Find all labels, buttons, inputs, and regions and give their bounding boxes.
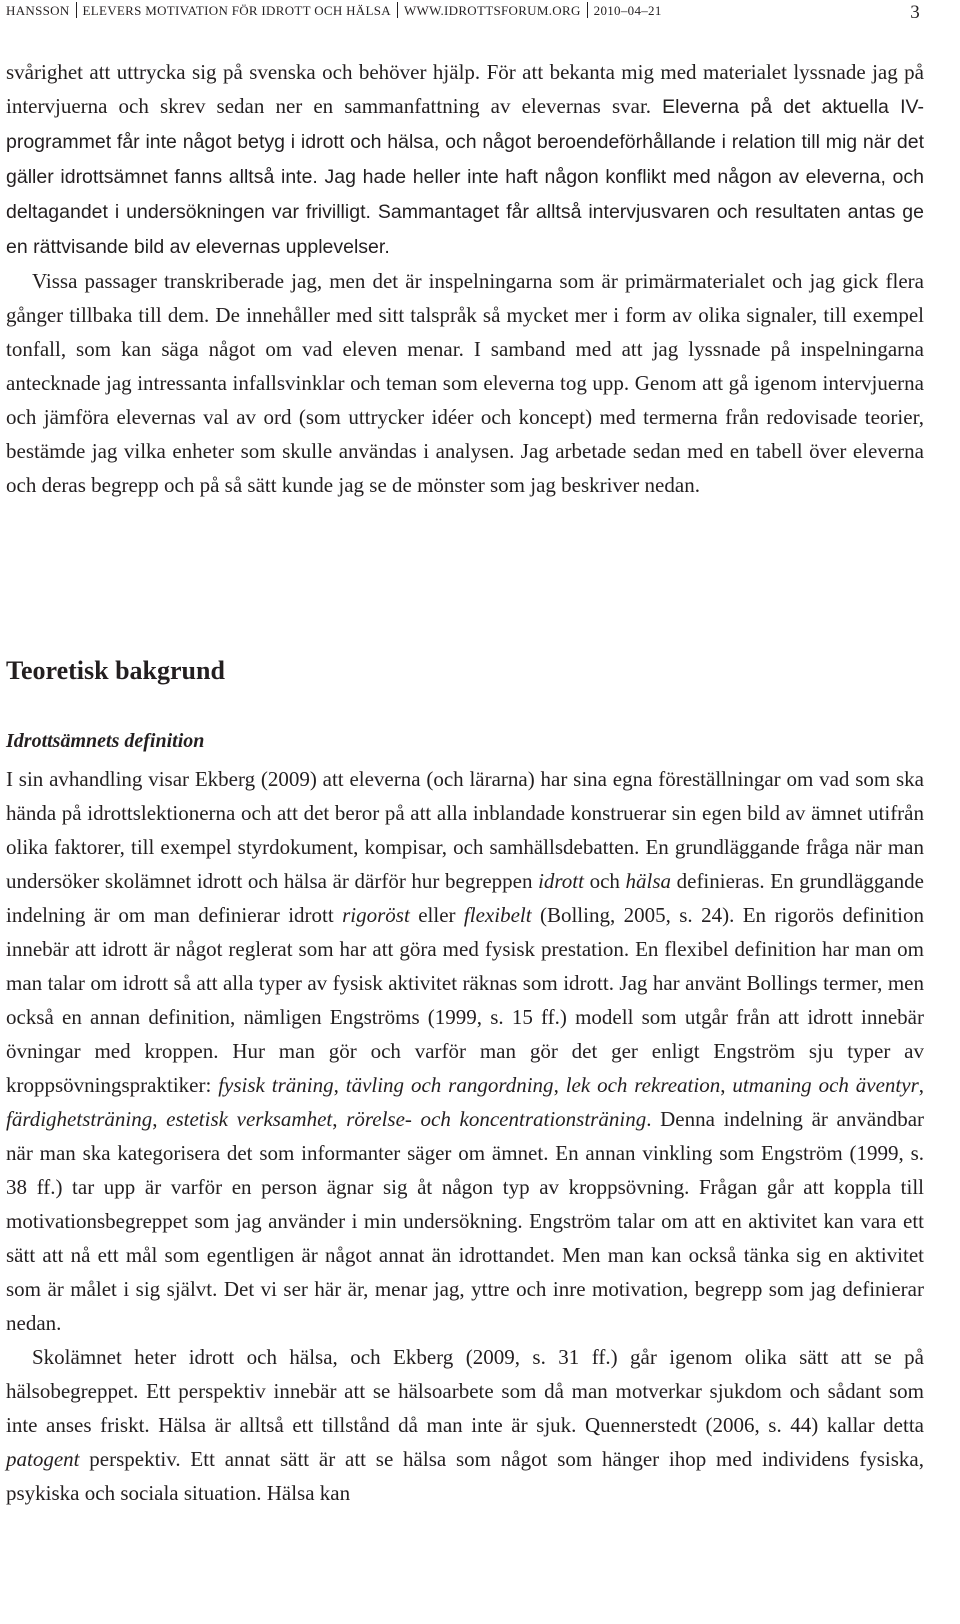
text-span: definieras. En grundläggande indelning är om man definierar idrott: [6, 869, 924, 927]
method-text: [6, 55, 924, 502]
italic-term: patogent: [6, 1447, 80, 1471]
text-span: ,: [332, 1107, 347, 1131]
paragraph: Vissa passager transkriberade jag, men det är inspelningarna som är primärmaterialet och jag gick flera gånger tillbaka till dem. De innehåller med sitt talspråk så mycket mer i form av olika signaler, till exempel tonfall, som kan säga något om vad eleven menar. I samband med att jag lyssnade på inspelningarna antecknade jag intressanta infallsvinklar och teman som eleverna tog upp. Genom att gå igenom intervjuerna och jämföra elevernas val av ord (som uttrycker idéer och koncept) med termerna från redovisade teorier, bestämde jag vilka enheter som skulle användas i analysen. Jag arbetade sedan med en tabell över eleverna och deras begrepp och på så sätt kunde jag se de mönster som jag beskriver nedan.: [6, 269, 924, 497]
text-span: . Denna indelning är användbar när man ska kategorisera det som informanter säger om ämnet. En annan vinkling som Engström (1999, s. 38 ff.) tar upp är varför en person ägnar sig åt någon typ av kroppsövning. Frågan går att koppla till motivationsbegreppet som jag använder i min undersökning. Engström talar om att en aktivitet kan vara ett sätt att nå ett mål som egentligen är något annat än idrottandet. Men man kan också tänka sig en aktivitet som är målet i sig självt. Det vi ser här är, menar jag, yttre och inre motivation, begrepp som jag definierar nedan.: [6, 1107, 925, 1335]
text-span: ,: [553, 1073, 566, 1097]
text-span: perspektiv. Ett annat sätt är att se hälsa som något som hänger ihop med individens fysiska, psykiska och sociala situation. Hälsa kan: [6, 1447, 924, 1505]
italic-term: fysisk träning: [218, 1073, 334, 1097]
paragraph: [6, 1340, 924, 1510]
theory-text: [6, 762, 924, 1510]
italic-term: utmaning och äventyr: [732, 1073, 919, 1097]
subsection-heading: Idrottsämnets definition: [6, 730, 205, 752]
text-span: I sin avhandling visar Ekberg (2009) att eleverna (och lärarna) har sina egna föreställningar om vad som ska hända på idrottslektionerna och att det beror på att alla inblandade konstruerar sin egen bild av ämnet utifrån olika faktorer, till exempel styrdokument, kompisar, och samhällsdebatten. En grundläggande fråga när man undersöker skolämnet idrott och hälsa är därför hur begreppen: [6, 767, 924, 893]
paragraph: [6, 55, 924, 264]
italic-term: hälsa: [625, 869, 672, 893]
italic-term: flexibelt: [463, 903, 532, 927]
running-header: [6, 2, 920, 26]
header-title: ELEVERS MOTIVATION FÖR IDROTT OCH HÄLSA: [82, 3, 391, 18]
text-span: svårighet att uttrycka sig på svenska och behöver hjälp. För att bekanta mig med materialet lyssnade jag på intervjuerna och skrev sedan ner en sammanfattning av elevernas svar.: [6, 60, 924, 118]
header-site: WWW.IDROTTSFORUM.ORG: [403, 3, 581, 18]
paragraph: [6, 762, 924, 1340]
page-number: 3: [910, 2, 920, 23]
italic-term: rörelse- och koncentrationsträning: [346, 1107, 647, 1131]
text-span: (Bolling, 2005, s. 24). En rigorös definition innebär att idrott är något reglerat som har att göra med fysisk prestation. En flexibel definition har man om man talar om idrott så att alla typer av fysisk aktivitet räknas som idrott. Jag har använt Bollings termer, men också en annan definition, nämligen Engströms (1999, s. 15 ff.) modell som utgår från att idrott innebär övningar med kroppen. Hur man gör och varför man gör det ger enligt Engström sju typer av kroppsövningspraktiker:: [6, 903, 924, 1097]
text-span: ,: [918, 1073, 924, 1097]
italic-term: lek och rekreation: [565, 1073, 721, 1097]
text-span: och: [583, 869, 626, 893]
italic-term: tävling och rangordning: [345, 1073, 554, 1097]
header-date: 2010–04–21: [593, 3, 662, 18]
header-divider: [587, 2, 588, 18]
text-span: ,: [152, 1107, 167, 1131]
italic-term: rigoröst: [342, 903, 410, 927]
section-heading: Teoretisk bakgrund: [6, 656, 225, 685]
header-author: HANSSON: [6, 3, 70, 18]
header-divider: [397, 2, 398, 18]
italic-term: idrott: [538, 869, 584, 893]
text-span-sans: Eleverna på det aktuella IV-programmet får inte något betyg i idrott och hälsa, och något beroendeförhållande i relation till mig när det gäller idrottsämnet fanns alltså inte. Jag hade heller inte haft någon konflikt med någon av eleverna, och deltagandet i undersökningen var frivilligt. Sammantaget får alltså intervjusvaren och resultaten antas ge en rättvisande bild av elevernas upplevelser.: [6, 96, 924, 258]
text-span: ,: [720, 1073, 733, 1097]
italic-term: färdighetsträning: [6, 1107, 153, 1131]
italic-term: estetisk verksamhet: [166, 1107, 333, 1131]
text-span: Skolämnet heter idrott och hälsa, och Ekberg (2009, s. 31 ff.) går igenom olika sätt att se på hälsobegreppet. Ett perspektiv innebär att se hälsoarbete som då man motverkar sjukdom och sådant som inte anses friskt. Hälsa är alltså ett tillstånd då man inte är sjuk. Quennerstedt (2006, s. 44) kallar detta: [6, 1345, 924, 1437]
text-span: eller: [409, 903, 464, 927]
header-divider: [76, 2, 77, 18]
text-span: ,: [333, 1073, 346, 1097]
